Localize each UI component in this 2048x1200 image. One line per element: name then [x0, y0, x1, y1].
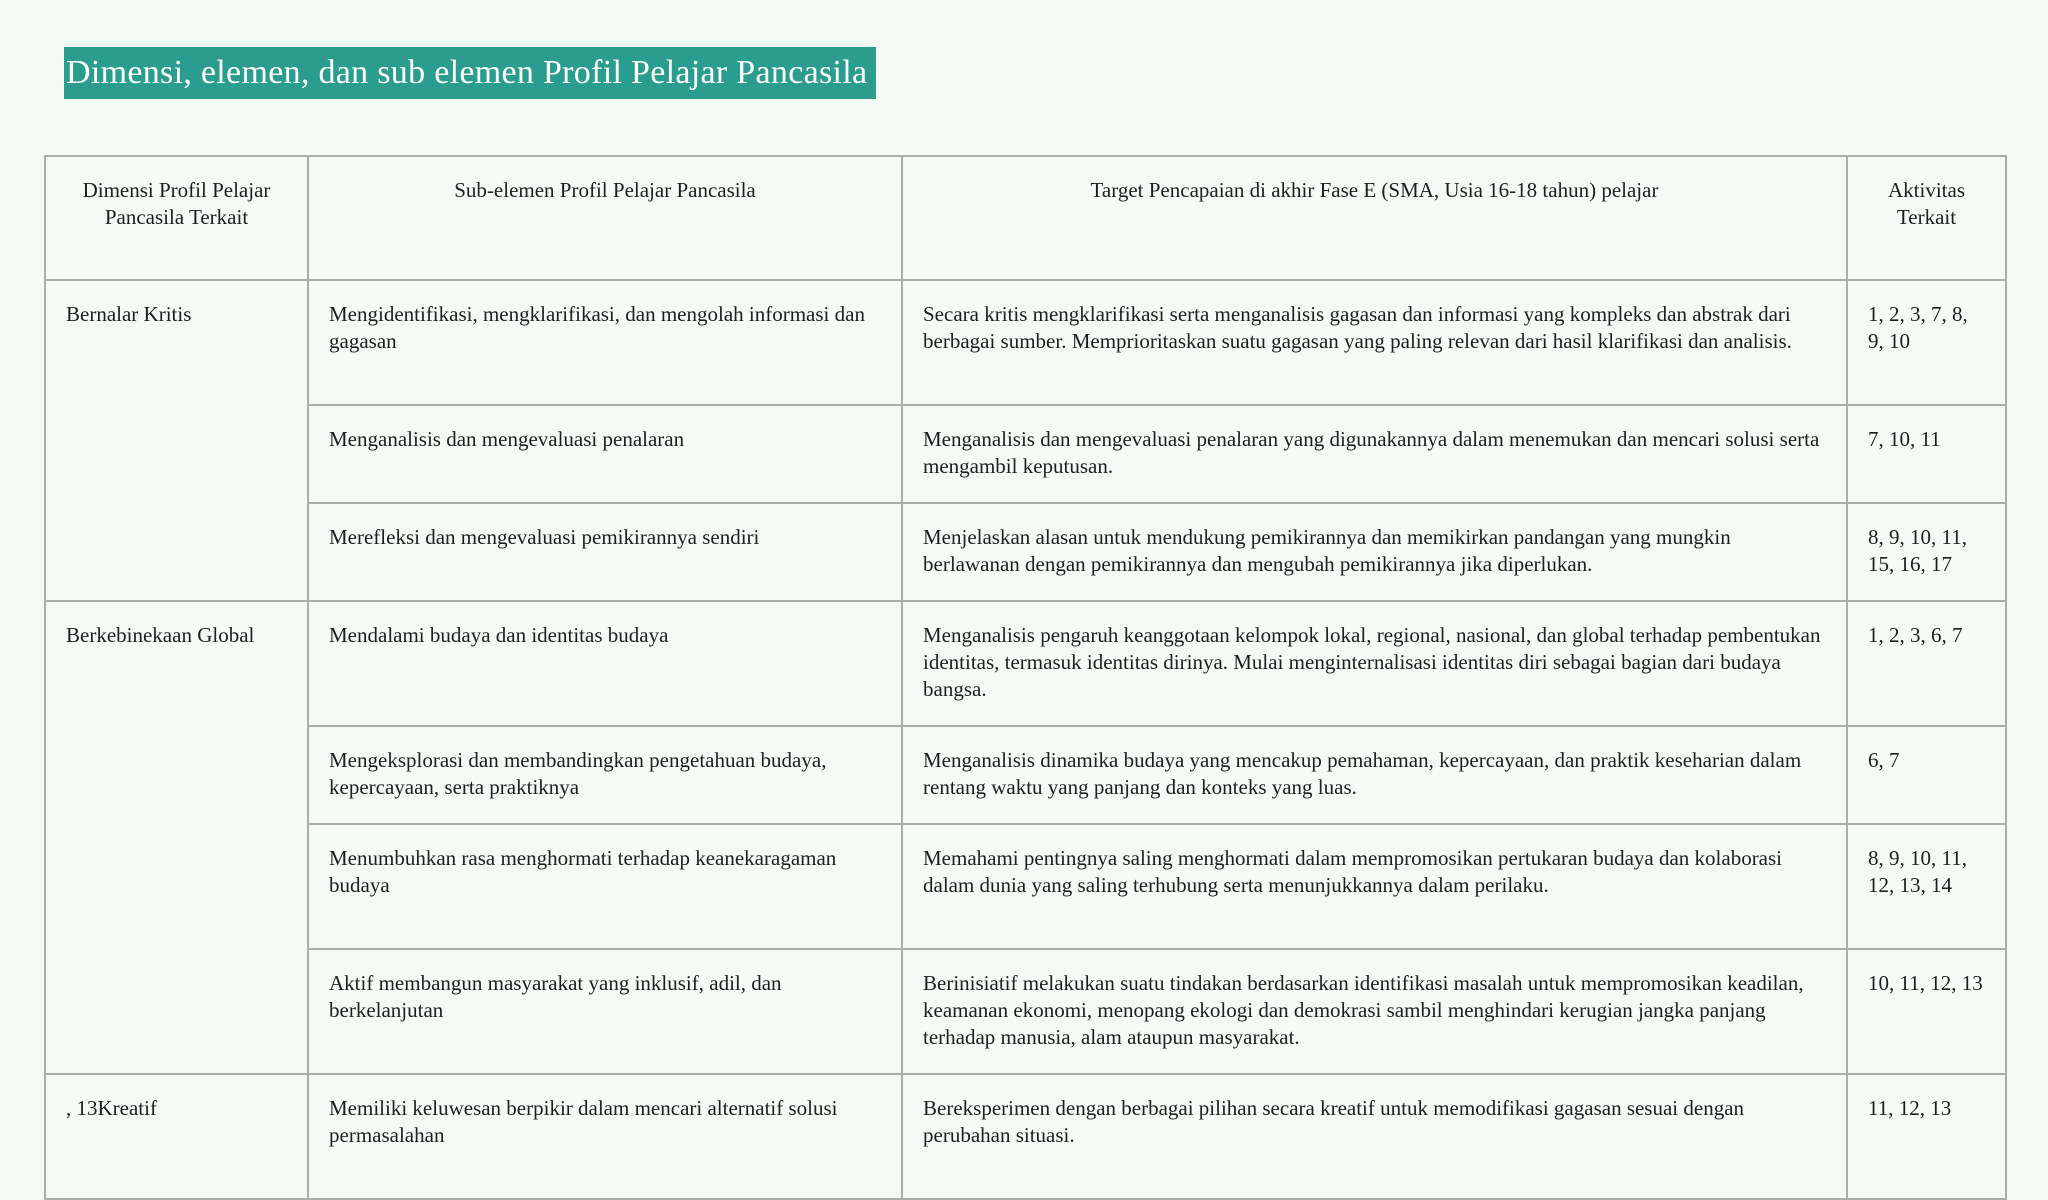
- table-row: [45, 726, 2006, 824]
- activities-cell: 7, 10, 11: [1847, 405, 2006, 503]
- header-target: Target Pencapaian di akhir Fase E (SMA, Usia 16-18 tahun) pelajar: [902, 156, 1847, 280]
- sub-element-cell: Menumbuhkan rasa menghormati terhadap keanekaragaman budaya: [308, 824, 902, 949]
- table-header-row: [45, 156, 2006, 280]
- target-cell: Secara kritis mengklarifikasi serta menganalisis gagasan dan informasi yang kompleks dan abstrak dari berbagai sumber. Memprioritaskan suatu gagasan yang paling relevan dari hasil klarifikasi dan analisis.: [902, 280, 1847, 405]
- target-cell: Bereksperimen dengan berbagai pilihan secara kreatif untuk memodifikasi gagasan sesuai dengan perubahan situasi.: [902, 1074, 1847, 1199]
- activities-cell: 1, 2, 3, 6, 7: [1847, 601, 2006, 726]
- target-cell: Menganalisis dinamika budaya yang mencakup pemahaman, kepercayaan, dan praktik keseharian dalam rentang waktu yang panjang dan konteks yang luas.: [902, 726, 1847, 824]
- target-cell: Berinisiatif melakukan suatu tindakan berdasarkan identifikasi masalah untuk mempromosikan keadilan, keamanan ekonomi, menopang ekologi dan demokrasi sambil menghindari kerugian jangka panjang terhadap manusia, alam ataupun masyarakat.: [902, 949, 1847, 1074]
- table-row: [45, 601, 2006, 726]
- target-cell: Menganalisis dan mengevaluasi penalaran yang digunakannya dalam menemukan dan mencari solusi serta mengambil keputusan.: [902, 405, 1847, 503]
- table-row: [45, 824, 2006, 949]
- activities-cell: 10, 11, 12, 13: [1847, 949, 2006, 1074]
- sub-element-cell: Mendalami budaya dan identitas budaya: [308, 601, 902, 726]
- sub-element-cell: Mengidentifikasi, mengklarifikasi, dan mengolah informasi dan gagasan: [308, 280, 902, 405]
- dimension-cell: , 13Kreatif: [45, 1074, 308, 1199]
- header-dimension: Dimensi Profil Pelajar Pancasila Terkait: [45, 156, 308, 280]
- activities-cell: 1, 2, 3, 7, 8, 9, 10: [1847, 280, 2006, 405]
- header-activities: Aktivitas Terkait: [1847, 156, 2006, 280]
- dimension-cell: Bernalar Kritis: [45, 280, 308, 601]
- target-cell: Menganalisis pengaruh keanggotaan kelompok lokal, regional, nasional, dan global terhadap pembentukan identitas, termasuk identitas dirinya. Mulai menginternalisasi identitas diri sebagai bagian dari budaya bangsa.: [902, 601, 1847, 726]
- table-row: [45, 405, 2006, 503]
- table-row: [45, 1074, 2006, 1199]
- activities-cell: 11, 12, 13: [1847, 1074, 2006, 1199]
- page-title: Dimensi, elemen, dan sub elemen Profil Pelajar Pancasila: [64, 47, 876, 99]
- dimension-cell: Berkebinekaan Global: [45, 601, 308, 1074]
- table-row: [45, 949, 2006, 1074]
- sub-element-cell: Aktif membangun masyarakat yang inklusif, adil, dan berkelanjutan: [308, 949, 902, 1074]
- table-row: [45, 503, 2006, 601]
- sub-element-cell: Merefleksi dan mengevaluasi pemikirannya sendiri: [308, 503, 902, 601]
- activities-cell: 6, 7: [1847, 726, 2006, 824]
- header-sub-element: Sub-elemen Profil Pelajar Pancasila: [308, 156, 902, 280]
- table-row: [45, 280, 2006, 405]
- sub-element-cell: Mengeksplorasi dan membandingkan pengetahuan budaya, kepercayaan, serta praktiknya: [308, 726, 902, 824]
- target-cell: Menjelaskan alasan untuk mendukung pemikirannya dan memikirkan pandangan yang mungkin berlawanan dengan pemikirannya dan mengubah pemikirannya jika diperlukan.: [902, 503, 1847, 601]
- sub-element-cell: Memiliki keluwesan berpikir dalam mencari alternatif solusi permasalahan: [308, 1074, 902, 1199]
- activities-cell: 8, 9, 10, 11, 15, 16, 17: [1847, 503, 2006, 601]
- profile-table: [44, 155, 2007, 1200]
- sub-element-cell: Menganalisis dan mengevaluasi penalaran: [308, 405, 902, 503]
- activities-cell: 8, 9, 10, 11, 12, 13, 14: [1847, 824, 2006, 949]
- target-cell: Memahami pentingnya saling menghormati dalam mempromosikan pertukaran budaya dan kolaborasi dalam dunia yang saling terhubung serta menunjukkannya dalam perilaku.: [902, 824, 1847, 949]
